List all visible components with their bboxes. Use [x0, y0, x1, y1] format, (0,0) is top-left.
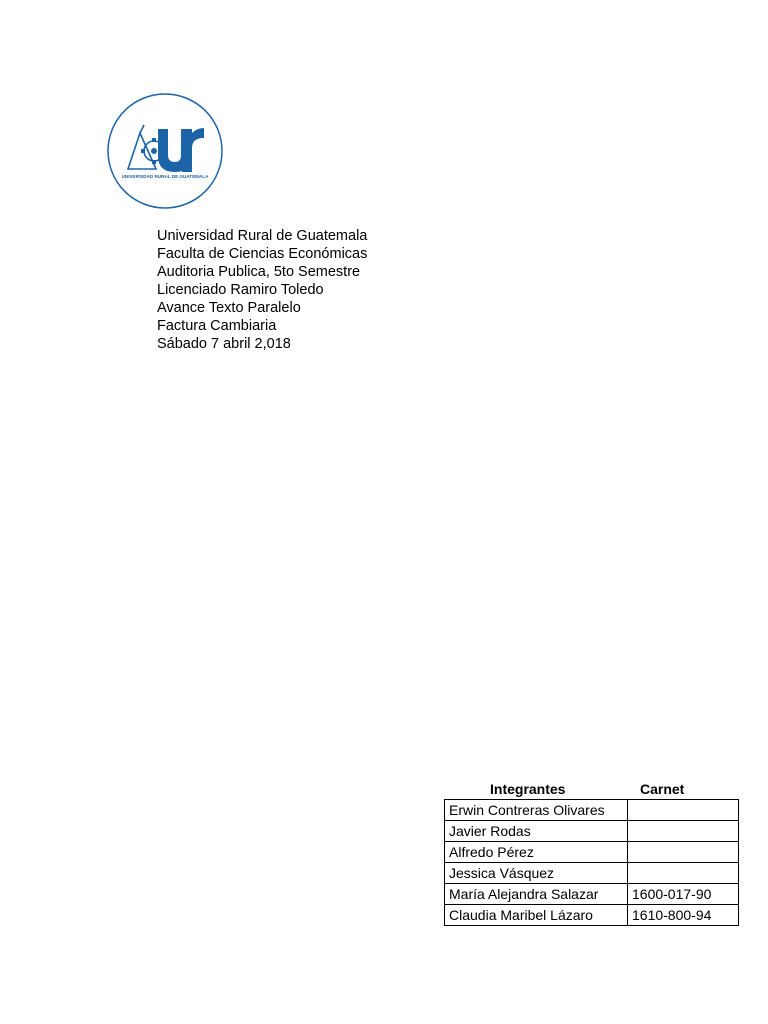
assignment-topic: Factura Cambiaria	[157, 318, 277, 334]
member-carnet	[628, 842, 739, 863]
member-carnet	[628, 821, 739, 842]
member-carnet: 1600-017-90	[628, 884, 739, 905]
member-carnet	[628, 863, 739, 884]
members-table-header	[444, 779, 739, 799]
assignment-title: Avance Texto Paralelo	[157, 300, 301, 316]
table-row	[445, 800, 739, 821]
university-name: Universidad Rural de Guatemala	[157, 228, 368, 244]
member-name: Javier Rodas	[445, 821, 628, 842]
members-section	[444, 779, 739, 926]
logo-text: UNIVERSIDAD RURAL DE GUATEMALA	[121, 174, 209, 179]
member-name: Claudia Maribel Lázaro	[445, 905, 628, 926]
table-row	[445, 863, 739, 884]
course-name: Auditoria Publica, 5to Semestre	[157, 264, 361, 280]
table-row	[445, 884, 739, 905]
member-name: Erwin Contreras Olivares	[445, 800, 628, 821]
document-header	[157, 227, 367, 353]
member-name: Jessica Vásquez	[445, 863, 628, 884]
column-header-carnet: Carnet	[640, 781, 685, 797]
table-row	[445, 821, 739, 842]
table-row	[445, 842, 739, 863]
member-carnet	[628, 800, 739, 821]
member-carnet: 1610-800-94	[628, 905, 739, 926]
column-header-name: Integrantes	[490, 781, 566, 797]
university-logo	[106, 91, 224, 211]
member-name: María Alejandra Salazar	[445, 884, 628, 905]
members-table	[444, 799, 739, 926]
instructor-name: Licenciado Ramiro Toledo	[157, 282, 324, 298]
university-seal-icon	[106, 91, 224, 211]
table-row	[445, 905, 739, 926]
faculty-name: Faculta de Ciencias Económicas	[157, 246, 368, 262]
document-date: Sábado 7 abril 2,018	[157, 336, 291, 352]
member-name: Alfredo Pérez	[445, 842, 628, 863]
